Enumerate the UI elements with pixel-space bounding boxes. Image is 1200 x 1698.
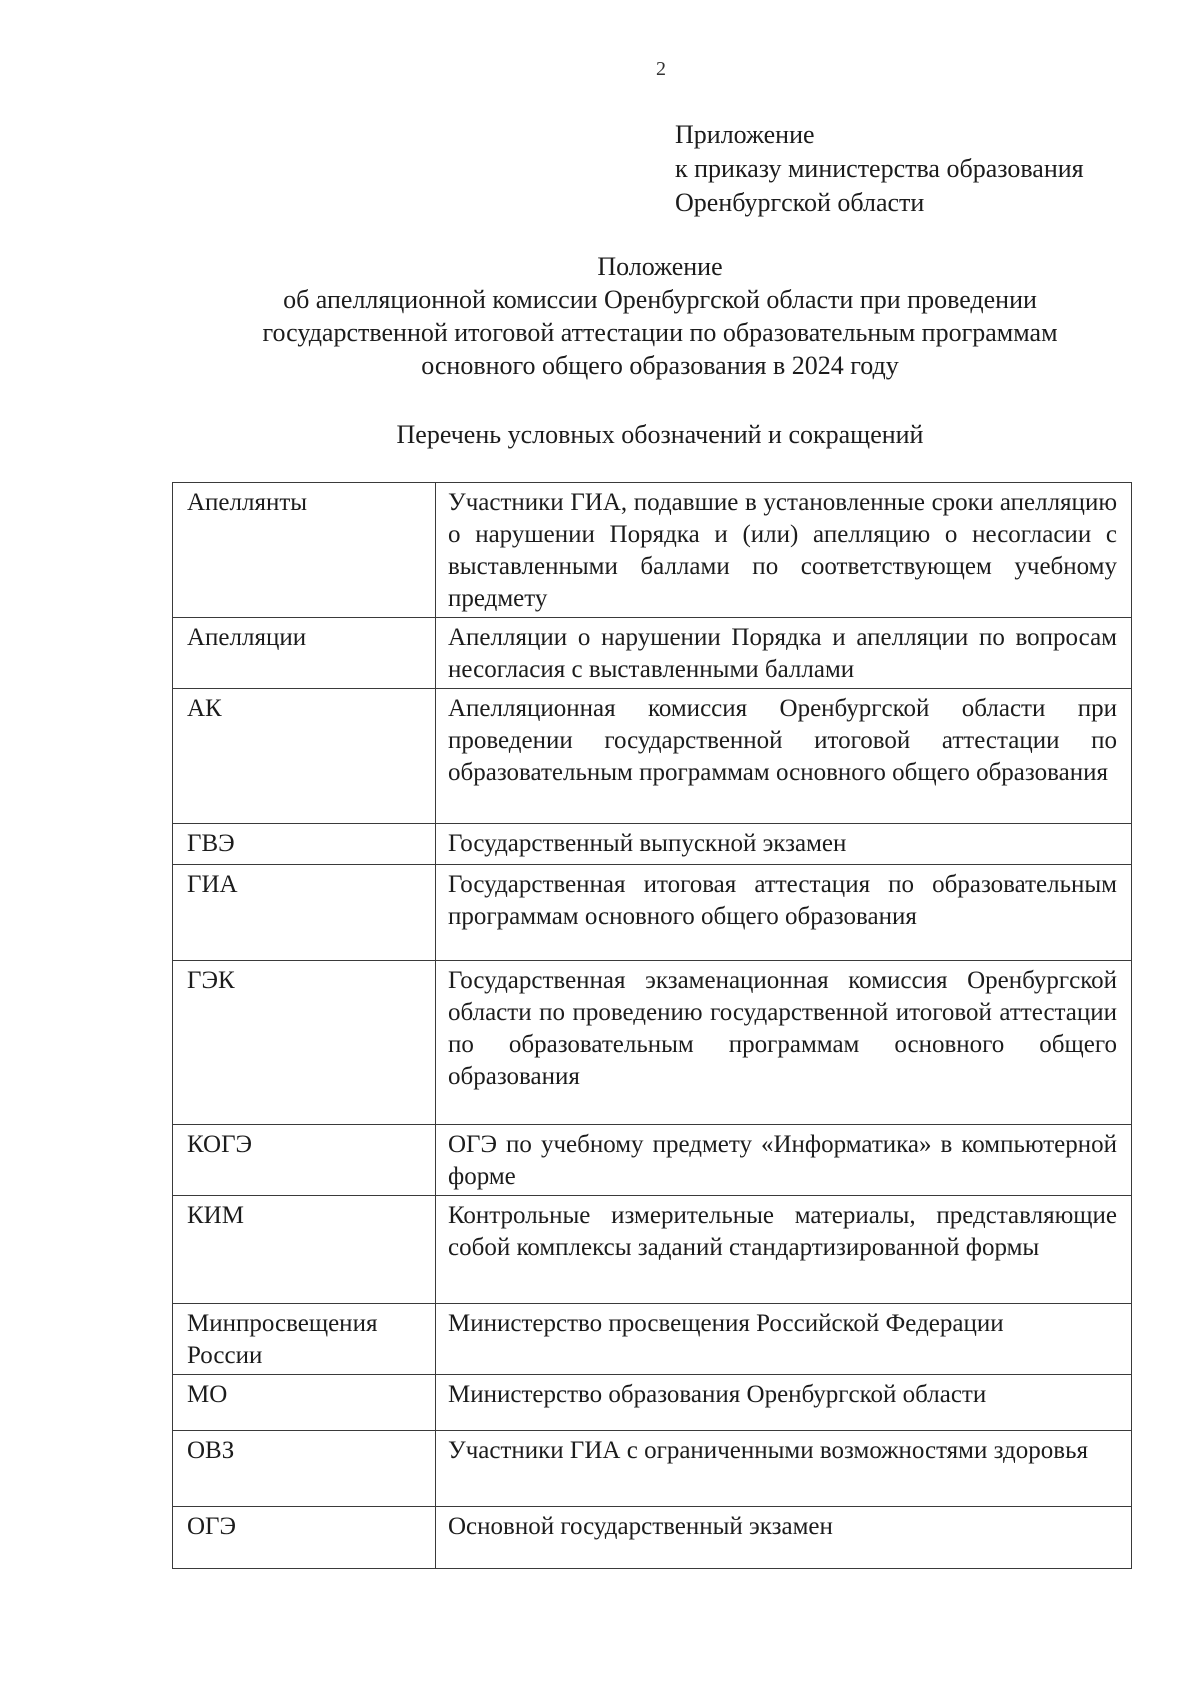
term-cell: КОГЭ — [173, 1125, 436, 1196]
term-cell: МО — [173, 1375, 436, 1431]
term-cell: АК — [173, 689, 436, 824]
table-row — [173, 1375, 1132, 1431]
definition-cell: Государственная итоговая аттестация по образовательным программам основного общего образования — [436, 865, 1132, 961]
term-cell: КИМ — [173, 1196, 436, 1304]
definition-cell: Апелляции о нарушении Порядка и апелляции по вопросам несогласия с выставленными баллами — [436, 618, 1132, 689]
definition-cell: Участники ГИА с ограниченными возможностями здоровья — [436, 1431, 1132, 1507]
title-line: государственной итоговой аттестации по образовательным программам — [262, 318, 1058, 347]
appendix-note — [675, 118, 1175, 220]
appendix-line: Оренбургской области — [675, 188, 925, 217]
abbreviations-table — [172, 482, 1132, 1569]
definition-cell: Государственная экзаменационная комиссия Оренбургской области по проведению государственной итоговой аттестации по образовательным программам основного общего образования — [436, 961, 1132, 1125]
term-cell: ОВЗ — [173, 1431, 436, 1507]
definition-cell: ОГЭ по учебному предмету «Информатика» в компьютерной форме — [436, 1125, 1132, 1196]
definition-cell: Участники ГИА, подавшие в установленные сроки апелляцию о нарушении Порядка и (или) апелляцию о несогласии с выставленными баллами по соответствующем учебному предмету — [436, 483, 1132, 618]
definition-cell: Основной государственный экзамен — [436, 1507, 1132, 1569]
table-row — [173, 1431, 1132, 1507]
term-cell: ОГЭ — [173, 1507, 436, 1569]
term-cell: Минпросвещения России — [173, 1304, 436, 1375]
table-row — [173, 483, 1132, 618]
term-cell: ГВЭ — [173, 824, 436, 865]
table-row — [173, 1196, 1132, 1304]
title-line: основного общего образования в 2024 году — [421, 351, 899, 380]
definition-cell: Министерство образования Оренбургской области — [436, 1375, 1132, 1431]
table-row — [173, 1125, 1132, 1196]
term-cell: Апелляции — [173, 618, 436, 689]
table-row — [173, 618, 1132, 689]
table-row — [173, 1304, 1132, 1375]
page-number: 2 — [656, 58, 666, 80]
appendix-line: к приказу министерства образования — [675, 154, 1084, 183]
table-row — [173, 865, 1132, 961]
abbreviations-heading: Перечень условных обозначений и сокращений — [396, 420, 924, 449]
definition-cell: Министерство просвещения Российской Федерации — [436, 1304, 1132, 1375]
term-cell: Апеллянты — [173, 483, 436, 618]
definition-cell: Контрольные измерительные материалы, представляющие собой комплексы заданий стандартизированной формы — [436, 1196, 1132, 1304]
table-row — [173, 961, 1132, 1125]
title-line: Положение — [597, 252, 723, 281]
table-row — [173, 824, 1132, 865]
term-cell: ГИА — [173, 865, 436, 961]
document-title — [170, 250, 1150, 382]
definition-cell: Государственный выпускной экзамен — [436, 824, 1132, 865]
definition-cell: Апелляционная комиссия Оренбургской области при проведении государственной итоговой аттестации по образовательным программам основного общего образования — [436, 689, 1132, 824]
appendix-line: Приложение — [675, 120, 815, 149]
title-line: об апелляционной комиссии Оренбургской области при проведении — [283, 285, 1037, 314]
term-cell: ГЭК — [173, 961, 436, 1125]
table-row — [173, 689, 1132, 824]
table-row — [173, 1507, 1132, 1569]
